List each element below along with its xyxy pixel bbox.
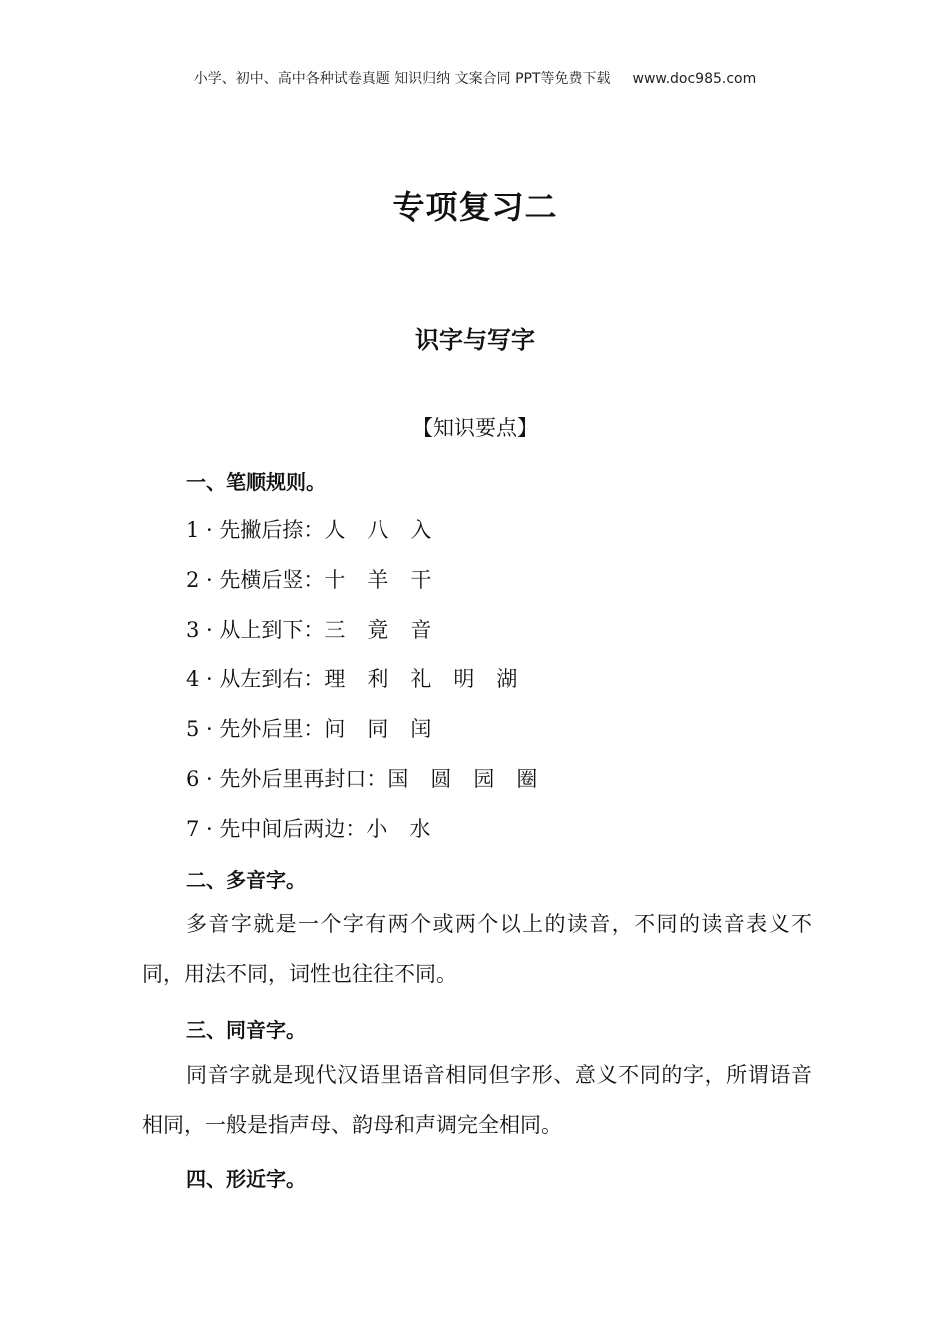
paragraph-polyphones: 多音字就是一个字有两个或两个以上的读音，不同的读音表义不同，用法不同，词性也往往不同。	[142, 912, 812, 986]
heading-homophones: 三、同音字。	[186, 1018, 306, 1042]
example-char: 竟	[367, 618, 389, 642]
rule-item	[186, 663, 539, 693]
example-char: 干	[410, 568, 432, 592]
page-title: 专项复习二	[392, 188, 558, 226]
example-char: 同	[367, 717, 389, 741]
example-char: 圆	[430, 767, 452, 791]
example-char: 十	[324, 568, 346, 592]
example-char: 圈	[516, 767, 538, 791]
rule-label: 4 · 从左到右：	[186, 667, 325, 691]
rule-item	[186, 713, 453, 743]
rule-label: 3 · 从上到下：	[186, 618, 325, 642]
rule-label: 7 · 先中间后两边：	[186, 817, 367, 841]
example-char: 国	[387, 767, 409, 791]
example-char: 理	[324, 667, 346, 691]
example-char: 明	[453, 667, 475, 691]
rule-item	[186, 614, 453, 644]
example-char: 八	[367, 518, 389, 542]
example-char: 入	[410, 518, 432, 542]
example-char: 闰	[410, 717, 432, 741]
example-char: 湖	[496, 667, 518, 691]
paragraph-homophones: 同音字就是现代汉语里语音相同但字形、意义不同的字，所谓语音相同，一般是指声母、韵母和声调完全相同。	[142, 1063, 812, 1137]
header-site-link[interactable]: www.doc985.com	[632, 71, 757, 87]
rule-label: 5 · 先外后里：	[186, 717, 325, 741]
example-char: 三	[324, 618, 346, 642]
example-char: 水	[409, 817, 431, 841]
heading-stroke-order: 一、笔顺规则。	[186, 470, 326, 494]
rule-label: 1 · 先撇后捺：	[186, 518, 325, 542]
page-header	[0, 68, 950, 88]
example-char: 人	[324, 518, 346, 542]
rule-item	[186, 564, 453, 594]
section-label: 【知识要点】	[412, 416, 538, 440]
header-text: 小学、初中、高中各种试卷真题 知识归纳 文案合同 PPT等免费下载	[193, 71, 611, 87]
rule-label: 6 · 先外后里再封口：	[186, 767, 388, 791]
page-subtitle: 识字与写字	[415, 326, 535, 354]
rule-item	[186, 763, 559, 793]
example-char: 小	[366, 817, 388, 841]
example-char: 羊	[367, 568, 389, 592]
rule-item	[186, 813, 452, 843]
heading-polyphones: 二、多音字。	[186, 868, 306, 892]
rule-label: 2 · 先横后竖：	[186, 568, 325, 592]
example-char: 园	[473, 767, 495, 791]
rule-item	[186, 514, 453, 544]
example-char: 问	[324, 717, 346, 741]
example-char: 音	[410, 618, 432, 642]
example-char: 利	[367, 667, 389, 691]
example-char: 礼	[410, 667, 432, 691]
heading-similar-chars: 四、形近字。	[186, 1167, 306, 1191]
